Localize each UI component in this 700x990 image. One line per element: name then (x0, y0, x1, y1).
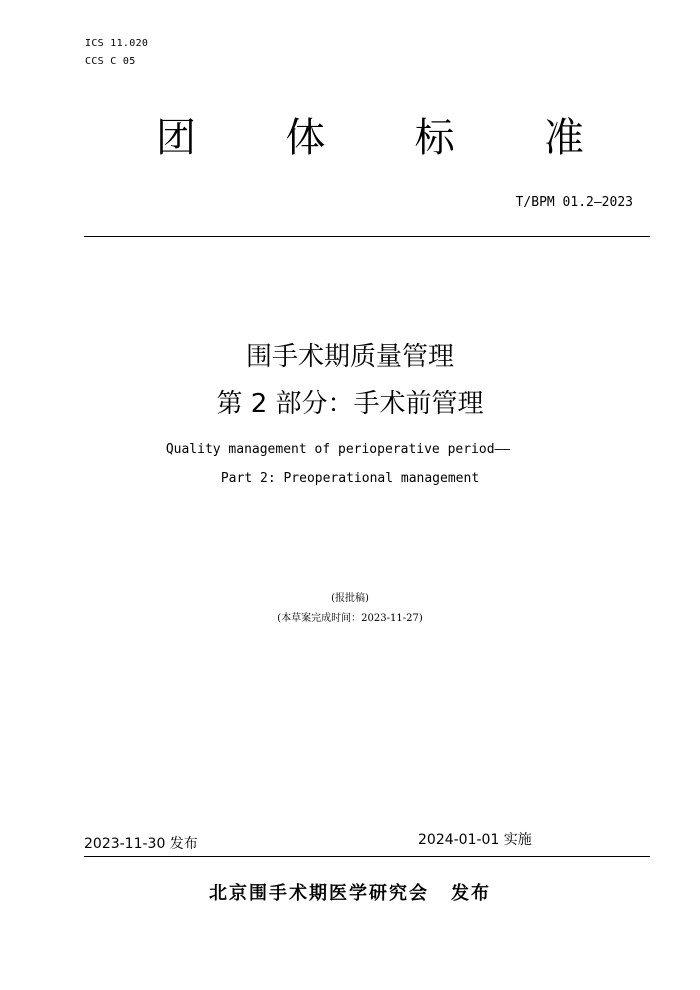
english-title: Quality management of perioperative period—— (165, 442, 511, 457)
publisher-name: 北京围手术期医学研究会 (209, 883, 429, 904)
publish-date: 2023-11-30 发布 (84, 836, 198, 852)
ccs-code: CCS C 05 (85, 56, 136, 67)
standard-type-char: 准 (543, 115, 584, 161)
draft-status: (报批稿) (331, 593, 369, 604)
standard-number: T/BPM 01.2—2023 (515, 195, 633, 210)
draft-completion-date: (本草案完成时间：2023-11-27) (277, 613, 423, 624)
publisher-line (0, 882, 700, 906)
header-divider (84, 236, 650, 237)
publisher-action: 发布 (451, 883, 491, 904)
standard-type-char: 团 (156, 115, 196, 161)
standard-type-heading (150, 112, 590, 164)
document-subtitle: 第 2 部分：手术前管理 (216, 389, 484, 419)
english-subtitle: Part 2: Preoperational management (220, 471, 480, 486)
document-title: 围手术期质量管理 (245, 342, 454, 372)
implement-date: 2024-01-01 实施 (418, 832, 532, 848)
standard-type-char: 标 (414, 115, 455, 161)
footer-divider (84, 856, 650, 857)
ics-code: ICS 11.020 (85, 38, 149, 49)
standard-type-char: 体 (285, 115, 326, 161)
